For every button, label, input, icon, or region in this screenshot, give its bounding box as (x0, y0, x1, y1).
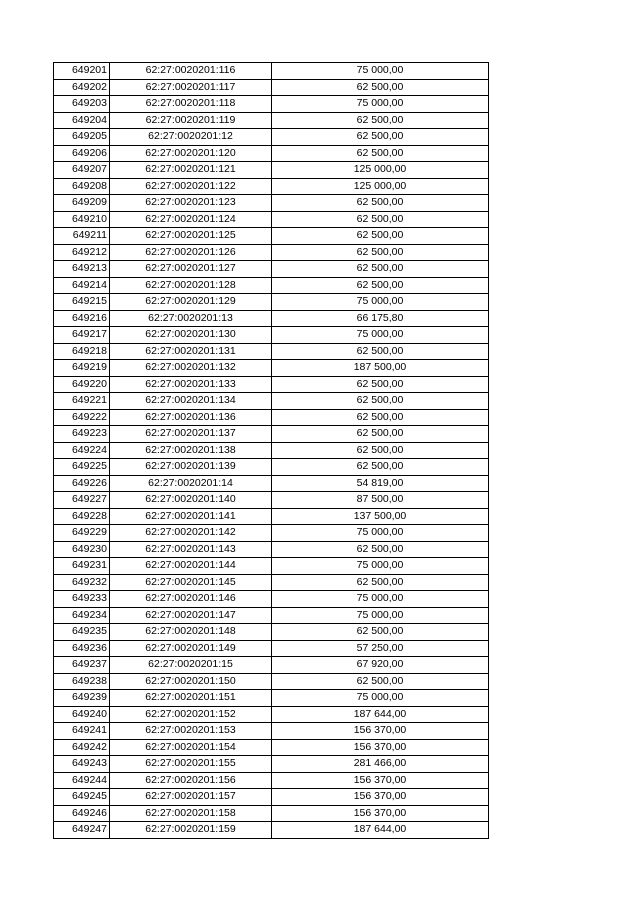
table-row (54, 756, 489, 773)
cadastral-number-cell: 62:27:0020201:121 (110, 162, 272, 179)
value-cell: 62 500,00 (272, 145, 489, 162)
value-cell: 75 000,00 (272, 525, 489, 542)
table-row (54, 409, 489, 426)
table-row (54, 261, 489, 278)
row-id-cell: 649201 (54, 63, 110, 80)
row-id-cell: 649229 (54, 525, 110, 542)
table-row (54, 393, 489, 410)
row-id-cell: 649203 (54, 96, 110, 113)
row-id-cell: 649244 (54, 772, 110, 789)
table-row (54, 690, 489, 707)
table-row (54, 129, 489, 146)
cadastral-number-cell: 62:27:0020201:150 (110, 673, 272, 690)
row-id-cell: 649222 (54, 409, 110, 426)
table-row (54, 112, 489, 129)
cadastral-number-cell: 62:27:0020201:138 (110, 442, 272, 459)
table-row (54, 195, 489, 212)
table-row (54, 673, 489, 690)
cadastral-number-cell: 62:27:0020201:131 (110, 343, 272, 360)
value-cell: 62 500,00 (272, 442, 489, 459)
table-row (54, 327, 489, 344)
row-id-cell: 649208 (54, 178, 110, 195)
table-row (54, 63, 489, 80)
value-cell: 67 920,00 (272, 657, 489, 674)
value-cell: 62 500,00 (272, 112, 489, 129)
cadastral-number-cell: 62:27:0020201:127 (110, 261, 272, 278)
value-cell: 62 500,00 (272, 574, 489, 591)
value-cell: 156 370,00 (272, 789, 489, 806)
table-body (54, 63, 489, 839)
table-row (54, 591, 489, 608)
value-cell: 125 000,00 (272, 162, 489, 179)
table-row (54, 310, 489, 327)
value-cell: 75 000,00 (272, 607, 489, 624)
table-row (54, 723, 489, 740)
cadastral-number-cell: 62:27:0020201:139 (110, 459, 272, 476)
row-id-cell: 649233 (54, 591, 110, 608)
row-id-cell: 649216 (54, 310, 110, 327)
cadastral-number-cell: 62:27:0020201:128 (110, 277, 272, 294)
table-row (54, 739, 489, 756)
row-id-cell: 649234 (54, 607, 110, 624)
row-id-cell: 649213 (54, 261, 110, 278)
row-id-cell: 649247 (54, 822, 110, 839)
value-cell: 75 000,00 (272, 294, 489, 311)
value-cell: 62 500,00 (272, 541, 489, 558)
cadastral-number-cell: 62:27:0020201:123 (110, 195, 272, 212)
value-cell: 54 819,00 (272, 475, 489, 492)
row-id-cell: 649227 (54, 492, 110, 509)
value-cell: 66 175,80 (272, 310, 489, 327)
row-id-cell: 649207 (54, 162, 110, 179)
row-id-cell: 649215 (54, 294, 110, 311)
cadastral-number-cell: 62:27:0020201:134 (110, 393, 272, 410)
cadastral-number-cell: 62:27:0020201:154 (110, 739, 272, 756)
value-cell: 62 500,00 (272, 459, 489, 476)
value-cell: 125 000,00 (272, 178, 489, 195)
row-id-cell: 649231 (54, 558, 110, 575)
table-row (54, 162, 489, 179)
row-id-cell: 649206 (54, 145, 110, 162)
cadastral-number-cell: 62:27:0020201:125 (110, 228, 272, 245)
value-cell: 156 370,00 (272, 739, 489, 756)
table-row (54, 426, 489, 443)
row-id-cell: 649232 (54, 574, 110, 591)
value-cell: 62 500,00 (272, 673, 489, 690)
row-id-cell: 649204 (54, 112, 110, 129)
value-cell: 57 250,00 (272, 640, 489, 657)
row-id-cell: 649209 (54, 195, 110, 212)
row-id-cell: 649238 (54, 673, 110, 690)
table-row (54, 178, 489, 195)
value-cell: 187 644,00 (272, 822, 489, 839)
row-id-cell: 649235 (54, 624, 110, 641)
value-cell: 156 370,00 (272, 772, 489, 789)
table-row (54, 145, 489, 162)
row-id-cell: 649239 (54, 690, 110, 707)
cadastral-number-cell: 62:27:0020201:145 (110, 574, 272, 591)
data-table (53, 62, 489, 839)
value-cell: 156 370,00 (272, 805, 489, 822)
value-cell: 75 000,00 (272, 96, 489, 113)
value-cell: 62 500,00 (272, 376, 489, 393)
row-id-cell: 649219 (54, 360, 110, 377)
value-cell: 75 000,00 (272, 327, 489, 344)
cadastral-number-cell: 62:27:0020201:147 (110, 607, 272, 624)
table-row (54, 624, 489, 641)
row-id-cell: 649230 (54, 541, 110, 558)
row-id-cell: 649226 (54, 475, 110, 492)
cadastral-number-cell: 62:27:0020201:143 (110, 541, 272, 558)
row-id-cell: 649202 (54, 79, 110, 96)
row-id-cell: 649236 (54, 640, 110, 657)
cadastral-number-cell: 62:27:0020201:155 (110, 756, 272, 773)
cadastral-number-cell: 62:27:0020201:149 (110, 640, 272, 657)
cadastral-number-cell: 62:27:0020201:118 (110, 96, 272, 113)
table-row (54, 459, 489, 476)
row-id-cell: 649246 (54, 805, 110, 822)
table-row (54, 475, 489, 492)
value-cell: 187 500,00 (272, 360, 489, 377)
row-id-cell: 649245 (54, 789, 110, 806)
cadastral-number-cell: 62:27:0020201:146 (110, 591, 272, 608)
cadastral-number-cell: 62:27:0020201:120 (110, 145, 272, 162)
row-id-cell: 649243 (54, 756, 110, 773)
cadastral-number-cell: 62:27:0020201:15 (110, 657, 272, 674)
table-row (54, 772, 489, 789)
cadastral-number-cell: 62:27:0020201:159 (110, 822, 272, 839)
cadastral-number-cell: 62:27:0020201:153 (110, 723, 272, 740)
cadastral-number-cell: 62:27:0020201:151 (110, 690, 272, 707)
cadastral-number-cell: 62:27:0020201:142 (110, 525, 272, 542)
row-id-cell: 649217 (54, 327, 110, 344)
value-cell: 281 466,00 (272, 756, 489, 773)
value-cell: 187 644,00 (272, 706, 489, 723)
cadastral-number-cell: 62:27:0020201:130 (110, 327, 272, 344)
cadastral-number-cell: 62:27:0020201:12 (110, 129, 272, 146)
table-row (54, 211, 489, 228)
table-row (54, 541, 489, 558)
cadastral-number-cell: 62:27:0020201:157 (110, 789, 272, 806)
table-row (54, 822, 489, 839)
value-cell: 62 500,00 (272, 624, 489, 641)
row-id-cell: 649240 (54, 706, 110, 723)
row-id-cell: 649225 (54, 459, 110, 476)
table-row (54, 79, 489, 96)
value-cell: 62 500,00 (272, 426, 489, 443)
row-id-cell: 649220 (54, 376, 110, 393)
cadastral-number-cell: 62:27:0020201:156 (110, 772, 272, 789)
cadastral-number-cell: 62:27:0020201:117 (110, 79, 272, 96)
table-row (54, 706, 489, 723)
cadastral-number-cell: 62:27:0020201:137 (110, 426, 272, 443)
row-id-cell: 649223 (54, 426, 110, 443)
row-id-cell: 649210 (54, 211, 110, 228)
table-row (54, 508, 489, 525)
cadastral-number-cell: 62:27:0020201:140 (110, 492, 272, 509)
cadastral-number-cell: 62:27:0020201:152 (110, 706, 272, 723)
row-id-cell: 649218 (54, 343, 110, 360)
table-row (54, 640, 489, 657)
cadastral-number-cell: 62:27:0020201:144 (110, 558, 272, 575)
cadastral-number-cell: 62:27:0020201:126 (110, 244, 272, 261)
table-row (54, 607, 489, 624)
row-id-cell: 649221 (54, 393, 110, 410)
value-cell: 75 000,00 (272, 690, 489, 707)
value-cell: 62 500,00 (272, 79, 489, 96)
row-id-cell: 649211 (54, 228, 110, 245)
cadastral-number-cell: 62:27:0020201:158 (110, 805, 272, 822)
table-row (54, 96, 489, 113)
table-row (54, 558, 489, 575)
table-row (54, 376, 489, 393)
cadastral-number-cell: 62:27:0020201:141 (110, 508, 272, 525)
table-row (54, 442, 489, 459)
table-row (54, 492, 489, 509)
value-cell: 75 000,00 (272, 591, 489, 608)
value-cell: 62 500,00 (272, 277, 489, 294)
row-id-cell: 649224 (54, 442, 110, 459)
table-row (54, 277, 489, 294)
cadastral-number-cell: 62:27:0020201:124 (110, 211, 272, 228)
cadastral-number-cell: 62:27:0020201:14 (110, 475, 272, 492)
cadastral-number-cell: 62:27:0020201:13 (110, 310, 272, 327)
table-row (54, 244, 489, 261)
row-id-cell: 649228 (54, 508, 110, 525)
value-cell: 62 500,00 (272, 211, 489, 228)
value-cell: 62 500,00 (272, 343, 489, 360)
value-cell: 137 500,00 (272, 508, 489, 525)
value-cell: 156 370,00 (272, 723, 489, 740)
table-row (54, 525, 489, 542)
value-cell: 75 000,00 (272, 63, 489, 80)
value-cell: 62 500,00 (272, 228, 489, 245)
table-row (54, 789, 489, 806)
row-id-cell: 649241 (54, 723, 110, 740)
table-row (54, 294, 489, 311)
table-row (54, 228, 489, 245)
row-id-cell: 649237 (54, 657, 110, 674)
row-id-cell: 649212 (54, 244, 110, 261)
value-cell: 62 500,00 (272, 393, 489, 410)
row-id-cell: 649242 (54, 739, 110, 756)
row-id-cell: 649214 (54, 277, 110, 294)
value-cell: 75 000,00 (272, 558, 489, 575)
cadastral-number-cell: 62:27:0020201:129 (110, 294, 272, 311)
value-cell: 62 500,00 (272, 261, 489, 278)
cadastral-number-cell: 62:27:0020201:119 (110, 112, 272, 129)
table-row (54, 805, 489, 822)
cadastral-number-cell: 62:27:0020201:133 (110, 376, 272, 393)
value-cell: 62 500,00 (272, 244, 489, 261)
value-cell: 62 500,00 (272, 409, 489, 426)
cadastral-number-cell: 62:27:0020201:122 (110, 178, 272, 195)
table-row (54, 343, 489, 360)
cadastral-number-cell: 62:27:0020201:132 (110, 360, 272, 377)
value-cell: 62 500,00 (272, 195, 489, 212)
table-row (54, 574, 489, 591)
cadastral-number-cell: 62:27:0020201:116 (110, 63, 272, 80)
cadastral-number-cell: 62:27:0020201:136 (110, 409, 272, 426)
cadastral-number-cell: 62:27:0020201:148 (110, 624, 272, 641)
value-cell: 62 500,00 (272, 129, 489, 146)
value-cell: 87 500,00 (272, 492, 489, 509)
row-id-cell: 649205 (54, 129, 110, 146)
table-row (54, 657, 489, 674)
table-row (54, 360, 489, 377)
